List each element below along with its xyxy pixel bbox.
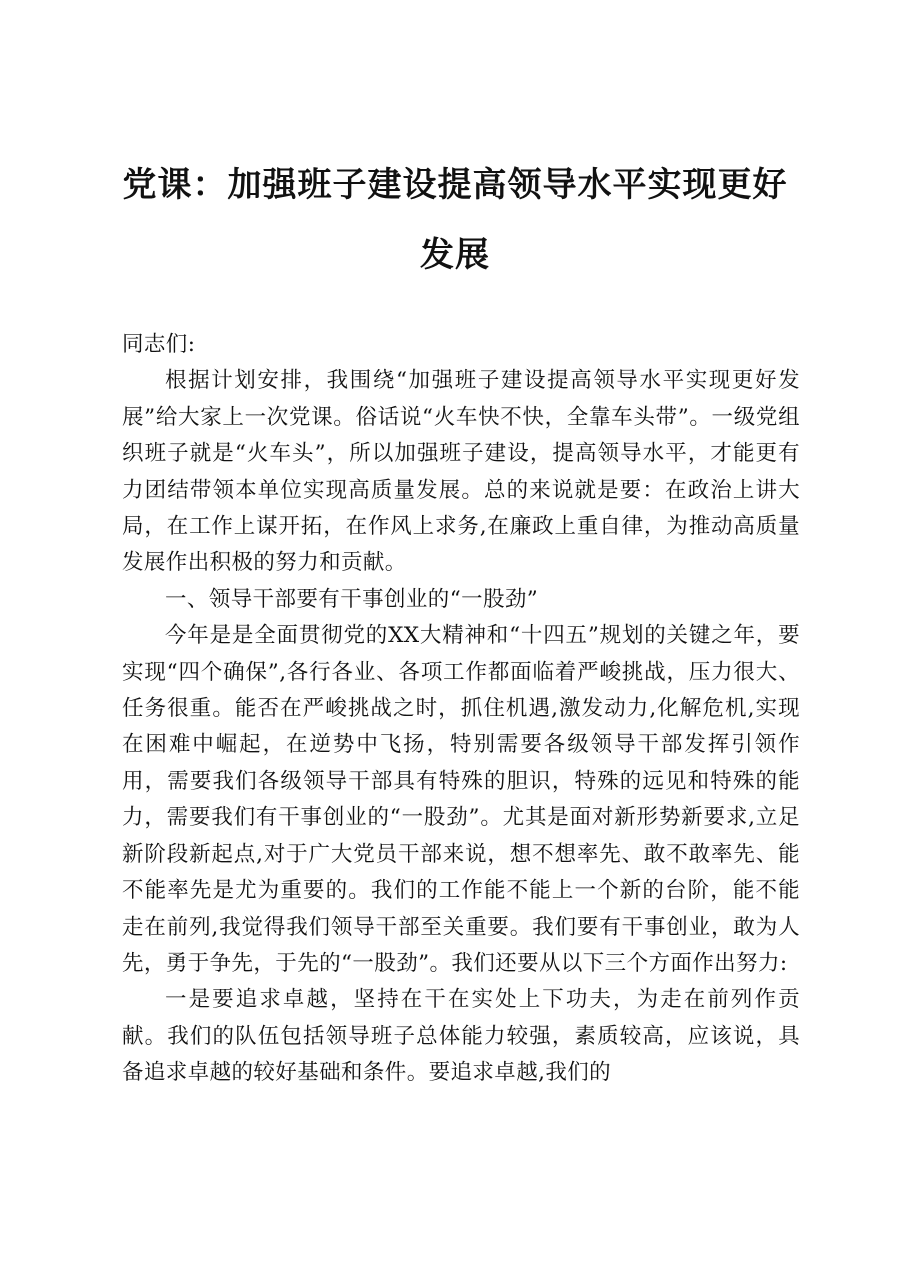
paragraph-intro: 根据计划安排，我围绕“加强班子建设提高领导水平实现更好发展”给大家上一次党课。俗话说“火车快不快，全靠车头带”。一级党组织班子就是“火车头”，所以加强班子建设，提高领导水平，才能更有力团结带领本单位实现高质量发展。总的来说就是要：在政治上讲大局，在工作上谋开拓，在作风上求务,在廉政上重自律，为推动高质量发展作出积极的努力和贡献。 <box>122 368 800 576</box>
salutation: 同志们: <box>122 332 196 357</box>
paragraph-point-1: 一是要追求卓越，坚持在干在实处上下功夫，为走在前列作贡献。我们的队伍包括领导班子总体能力较强，素质较高，应该说，具备追求卓越的较好基础和条件。要追求卓越,我们的 <box>122 987 800 1086</box>
paragraph-section-1: 今年是是全面贯彻党的XX大精神和“十四五”规划的关键之年，要实现“四个确保”,各行各业、各项工作都面临着严峻挑战，压力很大、任务很重。能否在严峻挑战之时，抓住机遇,激发动力,化解危机,实现在困难中崛起，在逆势中飞扬，特别需要各级领导干部发挥引领作用，需要我们各级领导干部具有特殊的胆识，特殊的远见和特殊的能力，需要我们有干事创业的“一股劲”。尤其是面对新形势新要求,立足新阶段新起点,对于广大党员干部来说，想不想率先、敢不敢率先、能不能率先是尤为重要的。我们的工作能不能上一个新的台阶，能不能走在前列,我觉得我们领导干部至关重要。我们要有干事创业，敢为人先，勇于争先，于先的“一股劲”。我们还要从以下三个方面作出努力: <box>122 623 800 976</box>
document-title: 党课：加强班子建设提高领导水平实现更好发展 <box>122 165 788 275</box>
document-body <box>122 327 800 1092</box>
section-heading-1: 一、领导干部要有干事创业的“一股劲” <box>165 586 539 612</box>
